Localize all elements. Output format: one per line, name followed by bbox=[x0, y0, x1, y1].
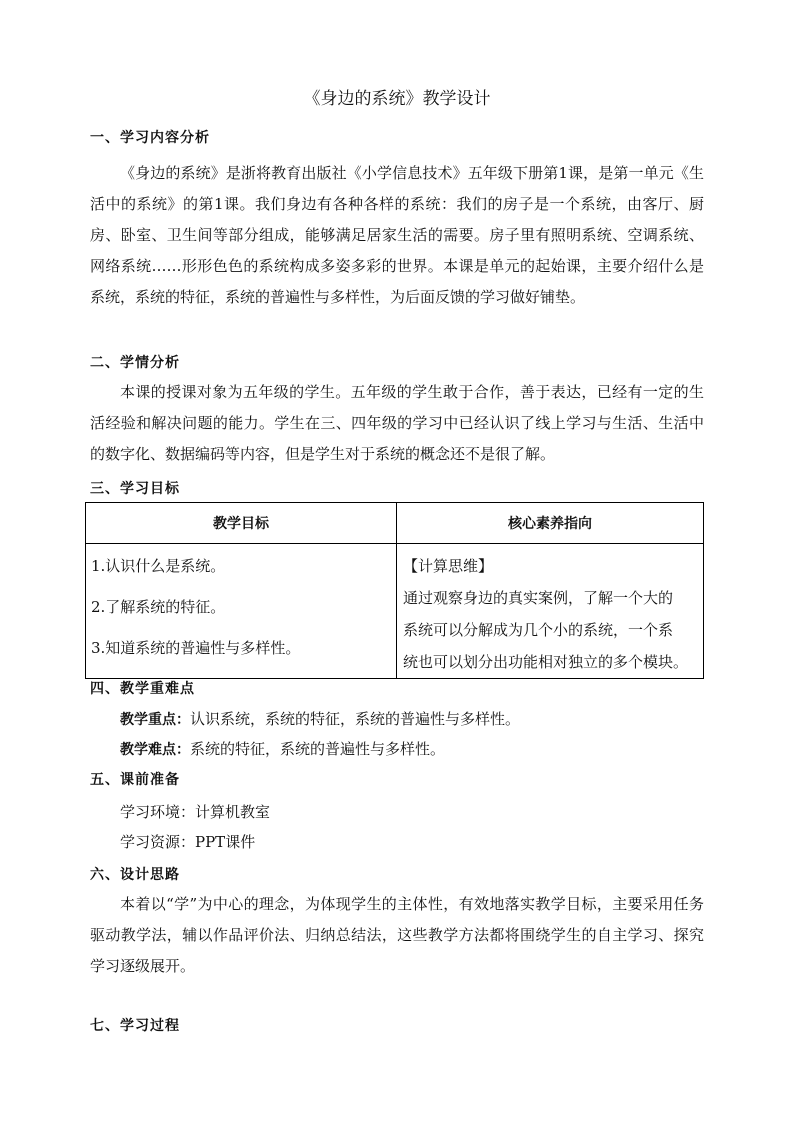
content-analysis-paragraph bbox=[90, 158, 704, 313]
core-literacy-line: 【计算思维】 bbox=[403, 557, 494, 575]
section-heading-design-ideas: 六、设计思路 bbox=[90, 867, 180, 883]
section-heading-learning-goals: 三、学习目标 bbox=[90, 481, 180, 497]
learning-environment: 学习环境：计算机教室 bbox=[120, 803, 271, 821]
table-header-core-literacy: 核心素养指向 bbox=[397, 503, 704, 544]
section-heading-preparation: 五、课前准备 bbox=[90, 772, 180, 788]
content-analysis-text: 《身边的系统》是浙将教育出版社《小学信息技术》五年级下册第1课，是第一单元《生活中的系统》的第1课。我们身边有各种各样的系统：我们的房子是一个系统，由客厅、厨房、卧室、卫生间等部分组成，能够满足居家生活的需要。房子里有照明系统、空调系统、网络系统……形形色色的系统构成多姿多彩的世界。本课是单元的起始课，主要介绍什么是系统，系统的特征，系统的普遍性与多样性，为后面反馈的学习做好铺垫。 bbox=[90, 164, 704, 306]
table-body-row bbox=[86, 544, 704, 679]
section-heading-content-analysis: 一、学习内容分析 bbox=[90, 130, 210, 146]
key-point-text: 认识系统，系统的特征，系统的普遍性与多样性。 bbox=[190, 710, 521, 728]
goal-item: 1.认识什么是系统。 bbox=[91, 557, 226, 575]
section-heading-learning-process: 七、学习过程 bbox=[90, 1018, 180, 1034]
goals-cell bbox=[86, 544, 397, 679]
learning-goals-table bbox=[85, 502, 704, 679]
core-literacy-line: 通过观察身边的真实案例，了解一个大的 bbox=[403, 589, 674, 607]
goal-item: 3.知道系统的普遍性与多样性。 bbox=[91, 639, 301, 657]
document-title: 《身边的系统》教学设计 bbox=[303, 89, 491, 109]
core-literacy-cell bbox=[397, 544, 704, 679]
design-ideas-text: 本着以“学”为中心的理念，为体现学生的主体性，有效地落实教学目标，主要采用任务驱动教学法，辅以作品评价法、归纳总结法，这些教学方法都将围绕学生的自主学习、探究学习逐级展开。 bbox=[90, 895, 704, 975]
difficult-point-label: 教学难点： bbox=[120, 742, 190, 758]
design-ideas-paragraph bbox=[90, 889, 704, 982]
section-heading-learner-analysis: 二、学情分析 bbox=[90, 355, 180, 371]
goal-item: 2.了解系统的特征。 bbox=[91, 598, 226, 616]
learning-resources: 学习资源：PPT课件 bbox=[120, 833, 256, 851]
learner-analysis-paragraph bbox=[90, 377, 704, 470]
table-header-row bbox=[86, 503, 704, 544]
section-heading-key-difficult-points: 四、教学重难点 bbox=[90, 681, 195, 697]
learner-analysis-text: 本课的授课对象为五年级的学生。五年级的学生敢于合作，善于表达，已经有一定的生活经验和解决问题的能力。学生在三、四年级的学习中已经认识了线上学习与生活、生活中的数字化、数据编码等内容，但是学生对于系统的概念还不是很了解。 bbox=[90, 383, 704, 463]
core-literacy-line: 系统可以分解成为几个小的系统，一个系 bbox=[403, 621, 674, 639]
core-literacy-line: 统也可以划分出功能相对独立的多个模块。 bbox=[403, 653, 689, 671]
difficult-point-text: 系统的特征，系统的普遍性与多样性。 bbox=[190, 740, 446, 758]
table-header-teaching-goals: 教学目标 bbox=[86, 503, 397, 544]
difficult-point-line bbox=[120, 738, 445, 761]
key-point-line bbox=[120, 708, 520, 731]
key-point-label: 教学重点： bbox=[120, 712, 190, 728]
